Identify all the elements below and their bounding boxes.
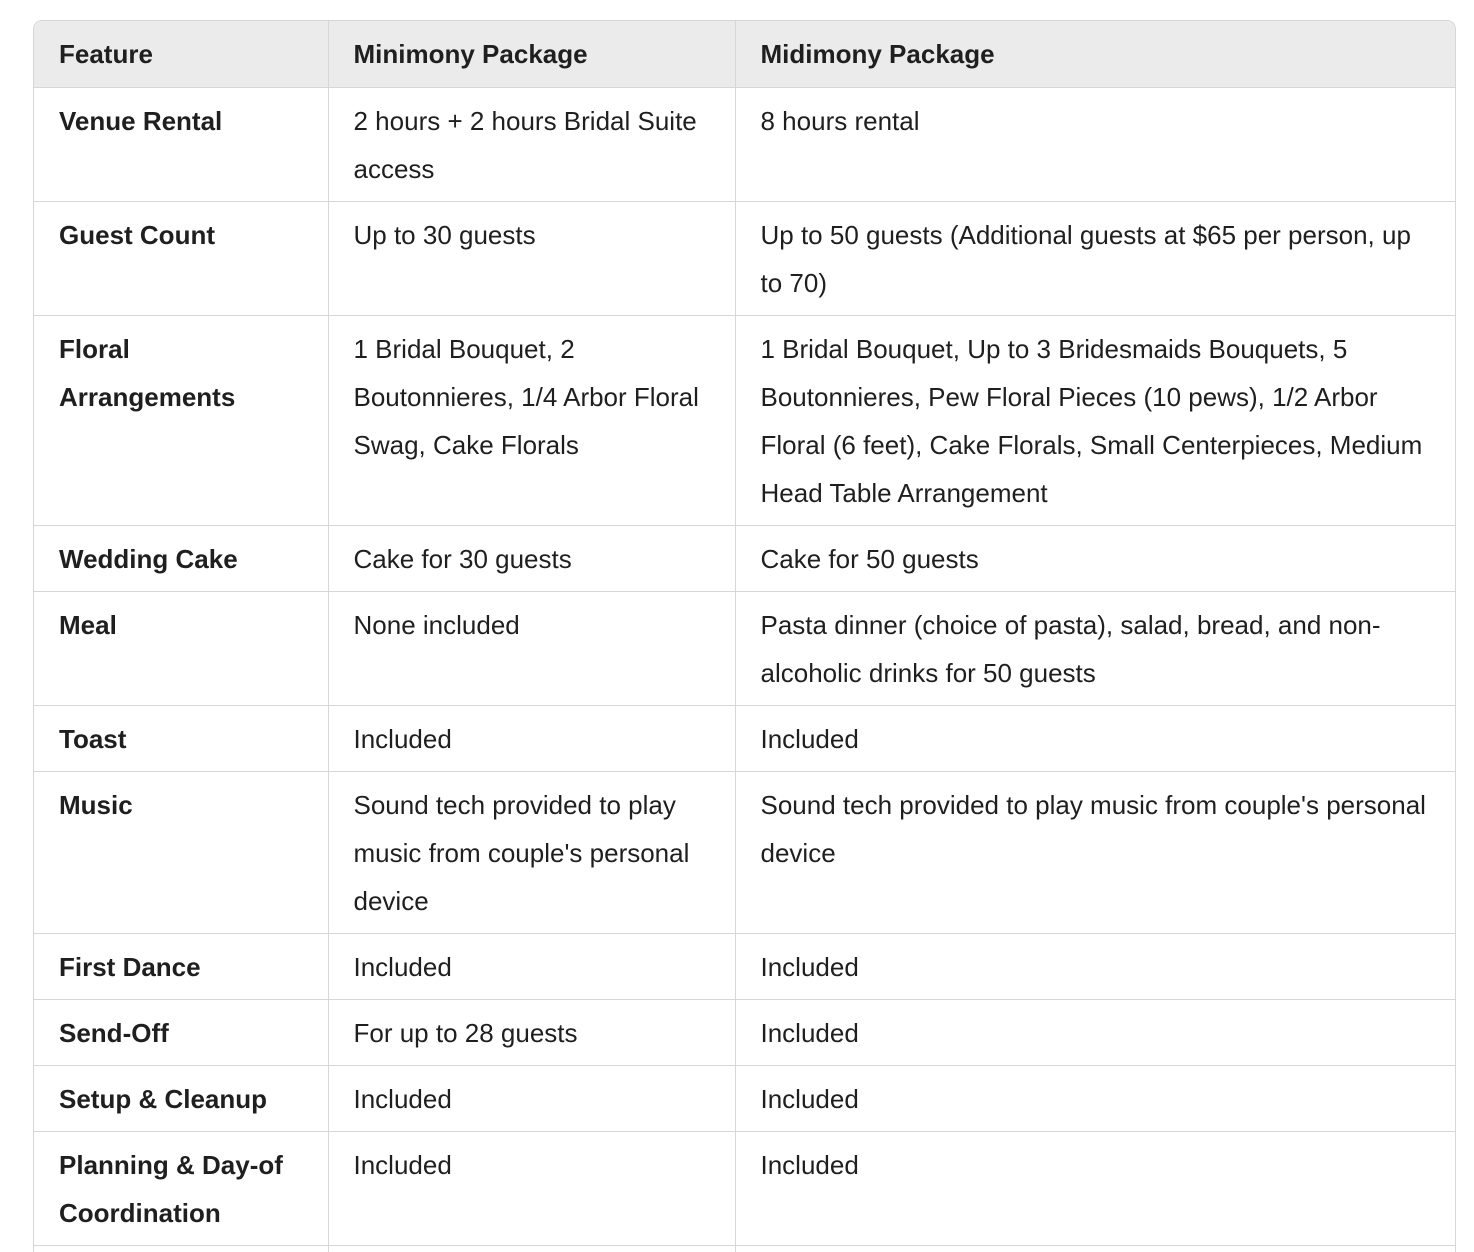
package-comparison-table-container <box>33 20 1456 1252</box>
table-row <box>34 1066 1455 1132</box>
table-body <box>34 88 1455 1252</box>
midimony-cell: Included <box>735 934 1455 1000</box>
table-row <box>34 772 1455 934</box>
cut-off-cell <box>34 1246 328 1252</box>
minimony-cell: Sound tech provided to play music from couple's personal device <box>328 772 735 934</box>
midimony-cell: 8 hours rental <box>735 88 1455 202</box>
cut-off-cell <box>328 1246 735 1252</box>
feature-cell: Floral Arrangements <box>34 316 328 526</box>
midimony-cell: Included <box>735 1000 1455 1066</box>
feature-cell: Venue Rental <box>34 88 328 202</box>
table-row-cut-off <box>34 1246 1455 1252</box>
minimony-cell: 1 Bridal Bouquet, 2 Boutonnieres, 1/4 Arbor Floral Swag, Cake Florals <box>328 316 735 526</box>
midimony-cell: Sound tech provided to play music from couple's personal device <box>735 772 1455 934</box>
cut-off-cell <box>735 1246 1455 1252</box>
header-row <box>34 21 1455 88</box>
feature-cell: Music <box>34 772 328 934</box>
table-row <box>34 706 1455 772</box>
midimony-cell: Up to 50 guests (Additional guests at $65 per person, up to 70) <box>735 202 1455 316</box>
midimony-cell: Cake for 50 guests <box>735 526 1455 592</box>
table-row <box>34 526 1455 592</box>
feature-cell: Send-Off <box>34 1000 328 1066</box>
midimony-cell: Pasta dinner (choice of pasta), salad, bread, and non-alcoholic drinks for 50 guests <box>735 592 1455 706</box>
minimony-cell: Cake for 30 guests <box>328 526 735 592</box>
header-feature: Feature <box>34 21 328 88</box>
package-comparison-table <box>34 21 1455 1252</box>
feature-cell: First Dance <box>34 934 328 1000</box>
midimony-cell: Included <box>735 1066 1455 1132</box>
minimony-cell: For up to 28 guests <box>328 1000 735 1066</box>
minimony-cell: None included <box>328 592 735 706</box>
midimony-cell: Included <box>735 1132 1455 1246</box>
table-row <box>34 592 1455 706</box>
feature-cell: Guest Count <box>34 202 328 316</box>
feature-cell: Setup & Cleanup <box>34 1066 328 1132</box>
table-header <box>34 21 1455 88</box>
table-row <box>34 202 1455 316</box>
table-row <box>34 934 1455 1000</box>
midimony-cell: Included <box>735 706 1455 772</box>
feature-cell: Meal <box>34 592 328 706</box>
minimony-cell: Included <box>328 1066 735 1132</box>
minimony-cell: Included <box>328 1132 735 1246</box>
table-row <box>34 316 1455 526</box>
minimony-cell: Included <box>328 706 735 772</box>
minimony-cell: Up to 30 guests <box>328 202 735 316</box>
minimony-cell: 2 hours + 2 hours Bridal Suite access <box>328 88 735 202</box>
header-minimony: Minimony Package <box>328 21 735 88</box>
feature-cell: Planning & Day-of Coordination <box>34 1132 328 1246</box>
table-row <box>34 1132 1455 1246</box>
minimony-cell: Included <box>328 934 735 1000</box>
feature-cell: Wedding Cake <box>34 526 328 592</box>
midimony-cell: 1 Bridal Bouquet, Up to 3 Bridesmaids Bouquets, 5 Boutonnieres, Pew Floral Pieces (10 pews), 1/2 Arbor Floral (6 feet), Cake Florals, Small Centerpieces, Medium Head Table Arrangement <box>735 316 1455 526</box>
table-row <box>34 1000 1455 1066</box>
feature-cell: Toast <box>34 706 328 772</box>
table-row <box>34 88 1455 202</box>
header-midimony: Midimony Package <box>735 21 1455 88</box>
